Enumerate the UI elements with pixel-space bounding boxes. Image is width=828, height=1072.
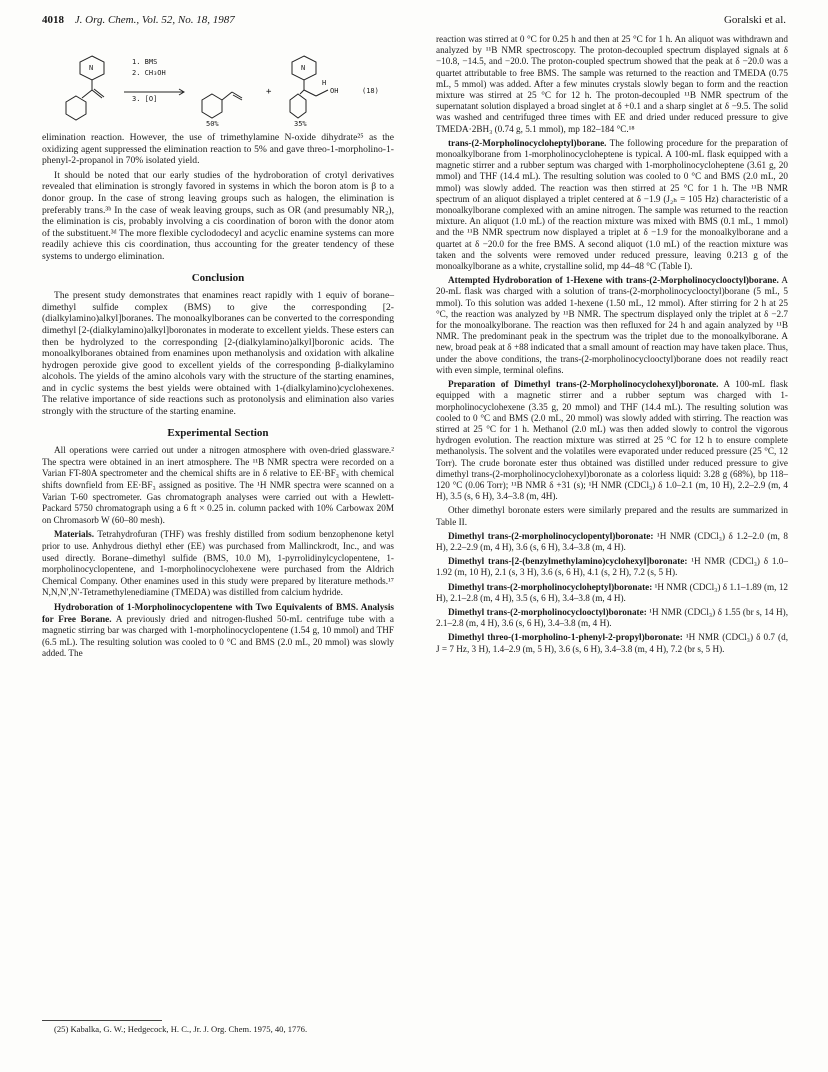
yield-amino-alcohol: 35% [294,120,307,128]
compound-cycloheptyl-data: ¹H NMR (CDCl₃) δ 1.1–1.89 (m, 12 H), 2.1–2.8 (m, 4 H), 3.5 (s, 6 H), 3.4–3.8 (m, 4 H). [436,581,789,603]
compound-benzylmethylamino [436,556,788,578]
phenyl-ring-start [66,96,86,120]
styrene-ring [202,94,222,118]
footnote-25: (25) Kabalka, G. W.; Hedgecock, H. C., Jr. J. Org. Chem. 1975, 40, 1776. [54,1024,308,1034]
compound-cyclopentyl-name: Dimethyl trans-(2-morpholinocyclopentyl)boronate: [448,530,654,541]
plus-sign: + [266,87,272,97]
page-number: 4018 [42,14,64,26]
paragraph-general: All operations were carried out under a nitrogen atmosphere with oven-dried glassware.² The spectra were obtained in an inert atmosphere. The ¹¹B NMR spectra were recorded on a Varian FT-80A spectrometer and the chemical shifts are in δ relative to EE·BF₃ with chemical shifts downfield from EE·BF₃ assigned as positive. The ¹H NMR spectra were scanned on a Varian T-60 spectrometer. Gas chromatograph analyses were carried out with a Hewlett-Packard 5750 chromatograph using a 6 ft × 0.25 in. column packed with 10% Carbowax 20M on Chromasorb W (60–80 mesh). [42,445,394,525]
compound-cycloheptyl [436,582,788,604]
compound-benzylmethylamino-name: Dimethyl trans-[2-(benzylmethylamino)cyclohexyl]boronate: [448,556,688,567]
compound-cyclooctyl-data: ¹H NMR (CDCl₃) δ 1.55 (br s, 14 H), 2.1–2.8 (m, 4 H), 3.6 (s, 6 H), 3.4–3.8 (m, 4 H). [436,606,789,629]
paragraph-elimination: elimination reaction. However, the use of trimethylamine N-oxide dihydrate²⁵ as the oxidizing agent suppressed the elimination reaction to 5% and gave threo-1-morpholino-1-phenyl-2-propanol in 70% isolated yield. [42,132,394,167]
hydrogen-label: H [322,79,327,87]
nitrogen-label-start: N [89,64,94,72]
compound-phenylpropyl [436,632,788,654]
reaction-scheme [42,52,394,128]
materials-heading: Materials. [54,529,95,540]
compound-cycloheptyl-name: Dimethyl trans-(2-morpholinocycloheptyl)boronate: [448,581,653,592]
paragraph-free-borane: reaction was stirred at 0 °C for 0.25 h and then at 25 °C for 1 h. An aliquot was withdrawn and analyzed by ¹¹B NMR spectroscopy. The proton-decoupled spectrum displayed signals at δ −10.8, −14.5, and −20.0. The proton-coupled spectrum showed that the peak at δ −20.0 was a quartet attributable to free BMS. The sample was returned to the reaction and TMEDA (0.75 mL, 5 mmol) was added. After a few minutes crystals slowly began to form and the reaction mixture was stirred at 25 °C for 12 h. The proton-decoupled ¹¹B NMR spectrum of the supernatant solution displayed a broad singlet at δ +0.1 and a sharp singlet at δ −9.5. The solid was washed and centrifuged three times with EE and dried under reduced pressure to give TMEDA·2BH₃ (0.74 g, 5.1 mmol), mp 182–184 °C.¹⁸ [436,34,788,134]
phenyl-ring-product [290,94,306,118]
compound-cyclooctyl-name: Dimethyl trans-(2-morpholinocyclooctyl)boronate: [448,606,647,617]
paragraph-hexene [436,275,788,376]
paragraph-hydroboration [42,602,394,660]
hydroxyl-label: OH [330,87,339,95]
paragraph-cycloheptylborane [436,138,788,272]
yield-styrene: 50% [206,120,219,128]
compound-benzylmethylamino-data: ¹H NMR (CDCl₃) δ 1.0–1.92 (m, 10 H), 2.1 (s, 3 H), 3.6 (s, 6 H), 4.1 (s, 2 H), 7.2 (s, 5 H). [436,556,788,578]
experimental-heading: Experimental Section [167,426,269,439]
compound-phenylpropyl-name: Dimethyl threo-(1-morpholino-1-phenyl-2-propyl)boronate: [448,632,683,643]
paragraph-conclusion: The present study demonstrates that enamines react rapidly with 1 equiv of borane–dimethyl sulfide complex (BMS) to give the corresponding [2-(dialkylamino)alkyl]boranes. The monoalkylboranes can be converted to the corresponding dimethyl [2-(dialkylamino)alkyl]boronates in moderate to excellent yields. These esters can then be hydrolyzed to the corresponding [2-(dialkylamino)alkyl]boronic acids. The monoalkylboranes obtained from enamines upon methanolysis and oxidation with alkaline hydrogen peroxide give good to excellent yields of the corresponding β-dialkylamino alcohols. The yields of the amino alcohols vary with the structure of the starting enamines, and in cyclic systems the best yields were obtained with 1-(dialkylamino)cyclohexenes. The relative importance of side reactions such as protonolysis and elimination also varies strongly with the structure of the starting enamine. [42,290,395,418]
paragraph-crotyl: It should be noted that our early studies of the hydroboration of crotyl derivatives revealed that elimination is strongly favored in systems in which the boron atom is β to a donor group. In the case of strong leaving groups such as halogen, the elimination is preferably trans.³ᵇ In the case of weak leaving groups, such as OR (and presumably NR₂), the elimination is cis, probably involving a cis coordination of boron with the donor atom of the substituent.³ᵈ The more flexible cyclododecyl and acyclic enamine systems can more readily achieve this cis coordination, thus accounting for the greater tendency of these systems to undergo elimination. [42,169,394,262]
right-column [436,34,788,658]
cycloheptylborane-text: The following procedure for the preparation of monoalkylborane from 1-morpholinocycloheptene is typical. A 100-mL flask equipped with a magnetic stirrer and a rubber septum was charged with 1-morpholinocycloheptene (3.61 g, 20 mmol) and THF (14.4 mL). The resulting solution was cooled to 0 °C and BMS (2.0 mL, 20 mmol) was slowly added. The reaction was then stirred at 25 °C for 1 h. The ¹¹B NMR spectrum of an aliquot displayed a triplet centered at δ −1.9 (J₂ₕ = 105 Hz) characteristic of a monoalkylborane complexed with an amine nitrogen. The sample was returned to the reaction mixture. An aliquot (1.0 mL) of the reaction mixture was mixed with BMS (0.1 mL, 1 mmol) and the ¹¹B NMR spectrum now displayed a triplet at δ −1.9 for the monoalkylborane and a quartet at δ −20.0 for the free BMS. A second aliquot (1.0 mL) of the reaction mixture was taken and the solvents were removed under reduced pressure, leaving 0.213 g of the monoalkylborane as a white, crystalline solid, mp 44–48 °C (Table I). [436,137,788,272]
conclusion-heading: Conclusion [191,271,245,284]
author-header: Goralski et al. [723,14,786,26]
boronate-prep-heading: Preparation of Dimethyl trans-(2-Morpholinocyclohexyl)boronate. [448,379,719,390]
hydroboration-text: A previously dried and nitrogen-flushed 50-mL centrifuge tube with a magnetic stirring bar was charged with 1-morpholinocyclopentene (1.54 g, 10 mmol) and THF (6.5 mL). The resulting solution was cooled to 0 °C and BMS (2.0 mL, 20 mmol) was slowly added. The [42,613,395,659]
step-1-label: 1. BMS [132,58,158,66]
paragraph-boronate-prep [436,379,788,502]
paragraph-other-esters: Other dimethyl boronate esters were similarly prepared and the results are summarized in Table II. [436,505,788,527]
step-2-label: 2. CH₃OH [132,69,166,77]
compound-phenylpropyl-data: ¹H NMR (CDCl₃) δ 0.7 (d, J = 7 Hz, 3 H), 1.4–2.9 (m, 5 H), 3.6 (s, 6 H), 3.4–3.8 (m, 4 H), 7.2 (br s, 5 H). [436,632,788,654]
compound-cyclooctyl [436,607,788,629]
paragraph-materials [42,529,394,599]
hexene-text: A 20-mL flask was charged with a solution of trans-(2-morpholinocyclooctyl)borane (5 mL, 5 mmol). To this solution was added 1-hexene (1.50 mL, 12 mmol). After stirring for 2 h at 25 °C, the reaction was analyzed by ¹¹B NMR. The spectrum displayed only the triplet at δ −2.7 for the monoalkylborane. The reaction was then refluxed for 24 h and again analyzed by ¹¹B NMR. The predominant peak in the spectrum was the triplet due to the monoalkylborane. A new, broad peak at δ +88 indicated that a small amount of reaction may have taken place. Thus, under the above conditions, the trans-(2-morpholinocyclooctyl)borane does not readily react with even simple, terminal olefins. [436,275,788,375]
footnote-rule [42,1020,162,1021]
hydroboration-heading: Hydroboration of 1-Morpholinocyclopentene with Two Equivalents of BMS. Analysis for Free Borane. [42,601,394,624]
nitrogen-label-product: N [301,64,306,72]
hexene-heading: Attempted Hydroboration of 1-Hexene with trans-(2-Morpholinocyclooctyl)borane. [448,275,779,286]
reaction-scheme-drawing [42,52,394,128]
compound-cyclopentyl [436,531,788,553]
running-head [42,14,786,30]
materials-text: Tetrahydrofuran (THF) was freshly distilled from sodium benzophenone ketyl prior to use. Anhydrous diethyl ether (EE) was purchased from Mallinckrodt, Inc., and was used directly. Borane–dimethyl sulfide (BMS, 10.0 M), 1-pyrrolidinylcyclopentene, 1-morpholinocyclopentene, and 1-morpholinocyclohexene were purchased from the Aldrich Chemical Company. Other enamines used in this study were prepared by literature methods.¹⁷ N,N,N′,N′-Tetramethylenediamine (TMEDA) was distilled from calcium hydride. [42,529,394,598]
compound-cyclopentyl-data: ¹H NMR (CDCl₃) δ 1.2–2.0 (m, 8 H), 2.2–2.9 (m, 4 H), 3.6 (s, 6 H), 3.4–3.8 (m, 4 H). [436,530,788,552]
footnote [42,1020,394,1034]
step-3-label: 3. [O] [132,95,158,103]
cycloheptylborane-heading: trans-(2-Morpholinocycloheptyl)borane. [448,137,607,148]
left-column [42,52,394,663]
equation-number: (18) [362,87,379,95]
boronate-prep-text: A 100-mL flask equipped with a magnetic stirrer and a rubber septum was charged with 1-morpholinocyclohexene (3.35 g, 20 mmol) and THF (14.4 mL). The resulting solution was cooled to 0 °C and BMS (2.0 mL, 20 mmol) was slowly added with stirring. The reaction was stirred at 25 °C for 1 h. Methanol (2.0 mL) was then added slowly to control the vigorous hydrogen evolution. The reaction mixture was stirred at 25 °C for 12 h to ensure complete methanolysis. The solvent and the volatiles were evaporated under reduced pressure (25 °C, 12 Torr). The crude boronate ester thus obtained was distilled under reduced pressure to give dimethyl trans-(2-morpholinocyclohexyl)boronate as a colorless liquid: 3.28 g (68%), bp 118–120 °C (0.06 Torr); ¹¹B NMR δ +31 (s); ¹H NMR (CDCl₃) δ 1.0–2.1 (m, 10 H), 2.2–2.9 (m, 4 H), 3.5 (s, 6 H), 3.4–3.8 (m, 4H). [436,379,788,502]
journal-citation: J. Org. Chem., Vol. 52, No. 18, 1987 [74,14,235,26]
